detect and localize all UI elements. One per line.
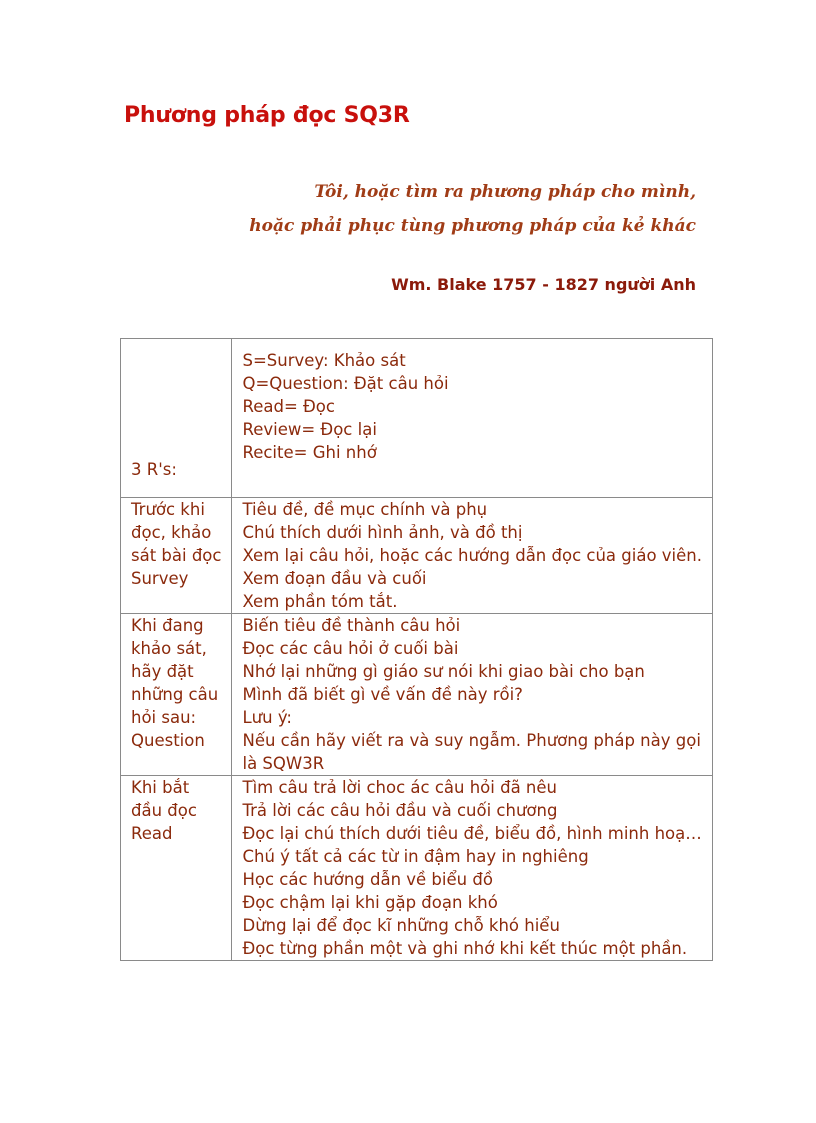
table-row-3rs xyxy=(121,339,713,498)
row-content-cell xyxy=(232,498,713,614)
row-label-line: Khi bắt xyxy=(131,778,190,797)
epigraph-quote xyxy=(249,175,696,243)
row-label-line: hãy đặt xyxy=(131,662,194,681)
row-label-line: khảo sát, xyxy=(131,639,207,658)
content-line: Tìm câu trả lời choc ác câu hỏi đã nêu xyxy=(242,778,557,797)
table-row-survey xyxy=(121,498,713,614)
row-label-line: hỏi sau: xyxy=(131,708,197,727)
content-line: Q=Question: Đặt câu hỏi xyxy=(242,374,449,393)
row-content-cell xyxy=(232,339,713,498)
content-line: Học các hướng dẫn về biểu đồ xyxy=(242,870,493,889)
row-label-cell xyxy=(121,339,232,498)
row-label-line: Read xyxy=(131,824,173,843)
row-content-cell xyxy=(232,614,713,776)
content-line: Tiêu đề, đề mục chính và phụ xyxy=(242,500,488,519)
content-line: Read= Đọc xyxy=(242,397,335,416)
content-line: Trả lời các câu hỏi đầu và cuối chương xyxy=(242,801,558,820)
row-label-line: 3 R's: xyxy=(131,460,177,479)
row-label-line: những câu xyxy=(131,685,219,704)
content-line: Recite= Ghi nhớ xyxy=(242,443,377,462)
row-label-line: Khi đang xyxy=(131,616,204,635)
quote-line-1: Tôi, hoặc tìm ra phương pháp cho mình, xyxy=(314,182,696,202)
row-label-cell xyxy=(121,776,232,961)
content-line: S=Survey: Khảo sát xyxy=(242,351,406,370)
row-content-cell xyxy=(232,776,713,961)
table-row-read xyxy=(121,776,713,961)
row-label-line: đầu đọc xyxy=(131,801,197,820)
content-line: Đọc các câu hỏi ở cuối bài xyxy=(242,639,459,658)
content-line: Review= Đọc lại xyxy=(242,420,377,439)
row-label-cell xyxy=(121,614,232,776)
content-line: Biến tiêu đề thành câu hỏi xyxy=(242,616,461,635)
content-line: Chú ý tất cả các từ in đậm hay in nghiêng xyxy=(242,847,589,866)
row-label-cell xyxy=(121,498,232,614)
row-label-line: Question xyxy=(131,731,205,750)
content-line: Xem lại câu hỏi, hoặc các hướng dẫn đọc của giáo viên. xyxy=(242,546,702,565)
content-line: Nếu cần hãy viết ra và suy ngẫm. Phương pháp này gọi là SQW3R xyxy=(242,731,701,773)
content-line: Xem đoạn đầu và cuối xyxy=(242,569,427,588)
content-line: Đọc lại chú thích dưới tiêu đề, biểu đồ, hình minh hoạ… xyxy=(242,824,702,843)
content-line: Đọc từng phần một và ghi nhớ khi kết thúc một phần. xyxy=(242,939,688,958)
quote-line-2: hoặc phải phục tùng phương pháp của kẻ khác xyxy=(249,216,696,236)
table-row-question xyxy=(121,614,713,776)
content-line: Xem phần tóm tắt. xyxy=(242,592,398,611)
row-label-line: sát bài đọc xyxy=(131,546,222,565)
page-title: Phương pháp đọc SQ3R xyxy=(124,103,410,128)
content-line: Đọc chậm lại khi gặp đoạn khó xyxy=(242,893,498,912)
content-line: Lưu ý: xyxy=(242,708,292,727)
row-label-line: đọc, khảo xyxy=(131,523,212,542)
sq3r-table xyxy=(120,338,713,961)
content-line: Chú thích dưới hình ảnh, và đồ thị xyxy=(242,523,523,542)
row-label-line: Trước khi xyxy=(131,500,205,519)
content-line: Mình đã biết gì về vấn đề này rồi? xyxy=(242,685,523,704)
quote-attribution: Wm. Blake 1757 - 1827 người Anh xyxy=(391,275,696,294)
content-line: Nhớ lại những gì giáo sư nói khi giao bài cho bạn xyxy=(242,662,645,681)
row-label-line: Survey xyxy=(131,569,189,588)
content-line: Dừng lại để đọc kĩ những chỗ khó hiểu xyxy=(242,916,560,935)
